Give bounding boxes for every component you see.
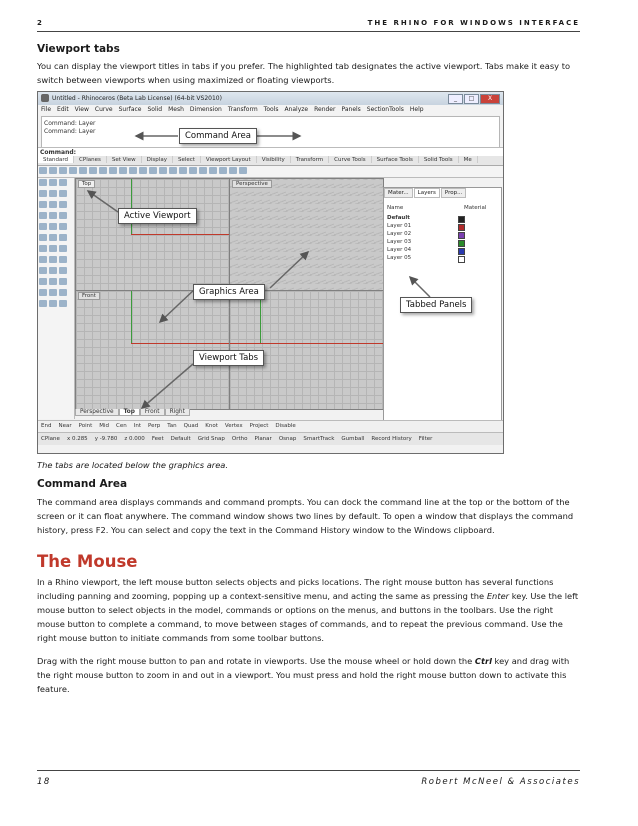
osnap-perp[interactable]: Perp (148, 423, 161, 429)
menu-dimension[interactable]: Dimension (189, 106, 222, 113)
enter-key-text: Enter (486, 591, 510, 601)
toolbar-tab-solid-tools[interactable]: Solid Tools (419, 156, 459, 163)
rhino-screenshot (37, 91, 504, 454)
osnap-near[interactable]: Near (58, 423, 72, 429)
callout-viewport-tabs: Viewport Tabs (193, 350, 264, 366)
osnap-quad[interactable]: Quad (183, 423, 199, 429)
viewport-tabs-heading: Viewport tabs (37, 43, 120, 55)
mouse-paragraph-1 (37, 575, 580, 645)
menu-analyze[interactable]: Analyze (284, 106, 309, 113)
menu-solid[interactable]: Solid (147, 106, 163, 113)
mouse-p1-a: In a Rhino viewport, the left mouse button selects objects and picks locations. The right mouse button has several functions including panning and zooming, popping up a context-sensitive menu, and acting the same as pressing the (37, 577, 554, 601)
menu-render[interactable]: Render (314, 106, 336, 113)
status-layer[interactable]: Default (170, 436, 191, 442)
callout-active-viewport: Active Viewport (118, 208, 197, 224)
window-title: Untitled - Rhinoceros (Beta Lab License) (64-bit VS2010) (52, 95, 222, 102)
command-area-paragraph: The command area displays commands and command prompts. You can dock the command line at the top or the bottom of the screen or it can float anywhere. The command window shows two lines by default. To open a window that displays the command history, press F2. You can select and copy the text in the Command History window to the Windows clipboard. (37, 497, 574, 535)
callout-command-area: Command Area (179, 128, 257, 144)
command-area-heading: Command Area (37, 478, 128, 490)
osnap-knot[interactable]: Knot (205, 423, 218, 429)
menu-panels[interactable]: Panels (341, 106, 361, 113)
maximize-button[interactable]: □ (464, 94, 479, 104)
status-filter[interactable]: Filter (418, 436, 433, 442)
layer-name: Default (387, 215, 410, 221)
toolbar-tab-viewport-layout[interactable]: Viewport Layout (201, 156, 257, 163)
mouse-p2-b: key and drag with the right mouse button to zoom in and out in a viewport. You must press and hold the right mouse button down to activate this feature. (37, 656, 570, 694)
osnap-tan[interactable]: Tan (167, 423, 177, 429)
viewport-title-front[interactable]: Front (78, 292, 100, 300)
osnap-int[interactable]: Int (133, 423, 141, 429)
layer-name: Layer 03 (387, 239, 412, 245)
viewport-tab-front[interactable]: Front (140, 409, 165, 416)
menu-tools[interactable]: Tools (263, 106, 279, 113)
status-record-history[interactable]: Record History (371, 436, 412, 442)
header-rule (37, 31, 580, 32)
toolbar-tab-setview[interactable]: Set View (107, 156, 142, 163)
mouse-p1-b: key. Use the left mouse button to select objects in the model, commands or options on the menus, and buttons in the toolbars. Use the right mouse button to complete a command, to move between stages of commands, and to repeat the previous command. Use the right mouse button to initiate commands from some toolbar buttons. (37, 591, 579, 643)
menu-edit[interactable]: Edit (57, 106, 69, 113)
minimize-button[interactable]: _ (448, 94, 463, 104)
toolbar-tab-curve-tools[interactable]: Curve Tools (329, 156, 372, 163)
mouse-p2-a: Drag with the right mouse button to pan and rotate in viewports. Use the mouse wheel or hold down the (37, 656, 475, 666)
menu-curve[interactable]: Curve (94, 106, 113, 113)
status-z: z 0.000 (124, 436, 145, 442)
viewport-tabs-paragraph: You can display the viewport titles in tabs if you prefer. The highlighted tab designates the active viewport. Tabs make it easy to switch between viewports when using maximized or floating viewports. (37, 61, 571, 85)
status-grid-snap[interactable]: Grid Snap (197, 436, 225, 442)
page-footer (37, 777, 580, 787)
toolbar-tab-cplanes[interactable]: CPlanes (74, 156, 107, 163)
page-header (37, 19, 580, 27)
the-mouse-heading: The Mouse (37, 552, 138, 571)
menu-help[interactable]: Help (409, 106, 424, 113)
footer-publisher: Robert McNeel & Associates (421, 777, 580, 787)
callout-arrows (38, 92, 503, 453)
panel-tab-layers[interactable]: Layers (414, 188, 440, 198)
footer-rule (37, 770, 580, 771)
status-gumball[interactable]: Gumball (341, 436, 365, 442)
arrow-viewport-tabs (142, 364, 193, 408)
header-page-number: 2 (37, 19, 44, 27)
command-line-1: Command: Layer (44, 120, 96, 127)
layer-name: Layer 01 (387, 223, 412, 229)
status-planar[interactable]: Planar (254, 436, 272, 442)
callout-graphics-area: Graphics Area (193, 284, 265, 300)
header-chapter-title: THE RHINO FOR WINDOWS INTERFACE (367, 19, 580, 27)
mouse-paragraph-2 (37, 654, 580, 696)
menu-view[interactable]: View (74, 106, 89, 113)
arrow-tabbed-panels (410, 277, 430, 297)
toolbar-tab-transform[interactable]: Transform (291, 156, 329, 163)
menu-sectiontools[interactable]: SectionTools (366, 106, 404, 113)
command-line-2: Command: Layer (44, 128, 96, 135)
figure-caption: The tabs are located below the graphics area. (37, 460, 229, 470)
osnap-mid[interactable]: Mid (99, 423, 110, 429)
osnap-disable[interactable]: Disable (275, 423, 296, 429)
status-x: x 0.285 (66, 436, 88, 442)
toolbar-tab-standard[interactable]: Standard (38, 156, 74, 163)
arrow-active-viewport (88, 191, 118, 212)
osnap-point[interactable]: Point (78, 423, 93, 429)
layer-name: Layer 05 (387, 255, 412, 261)
menu-surface[interactable]: Surface (118, 106, 142, 113)
ctrl-key-text: Ctrl (474, 656, 492, 666)
status-ortho[interactable]: Ortho (231, 436, 248, 442)
layers-column-material: Material (464, 205, 487, 211)
menu-file[interactable]: File (41, 106, 52, 113)
toolbar-tab-select[interactable]: Select (173, 156, 201, 163)
close-button[interactable]: X (480, 94, 500, 104)
toolbar-tab-surface-tools[interactable]: Surface Tools (372, 156, 419, 163)
command-prompt: Command: (40, 149, 77, 156)
layer-name: Layer 04 (387, 247, 412, 253)
menu-transform[interactable]: Transform (227, 106, 258, 113)
toolbar-tab-visibility[interactable]: Visibility (257, 156, 291, 163)
status-smarttrack[interactable]: SmartTrack (303, 436, 335, 442)
osnap-vertex[interactable]: Vertex (224, 423, 243, 429)
layers-column-name: Name (387, 205, 404, 211)
status-y: y -9.780 (94, 436, 118, 442)
viewport-tab-top[interactable]: Top (119, 409, 140, 416)
viewport-title-perspective[interactable]: Perspective (232, 180, 272, 188)
arrow-graphics-area-right (270, 252, 308, 288)
panel-tab-properties[interactable]: Prop... (441, 188, 466, 198)
osnap-project[interactable]: Project (249, 423, 269, 429)
status-cplane: CPlane (41, 436, 60, 442)
viewport-tab-right[interactable]: Right (165, 409, 190, 416)
status-osnap[interactable]: Osnap (278, 436, 297, 442)
footer-page-number: 18 (37, 777, 51, 787)
osnap-end[interactable]: End (41, 423, 52, 429)
status-units: Feet (151, 436, 164, 442)
toolbar-tab-display[interactable]: Display (142, 156, 173, 163)
arrow-graphics-area-left (160, 288, 196, 322)
callout-tabbed-panels: Tabbed Panels (400, 297, 472, 313)
menu-mesh[interactable]: Mesh (168, 106, 184, 113)
toolbar-tab-mesh[interactable]: Me (459, 156, 478, 163)
layer-name: Layer 02 (387, 231, 412, 237)
osnap-cen[interactable]: Cen (116, 423, 127, 429)
viewport-tab-perspective[interactable]: Perspective (75, 409, 119, 416)
panel-tab-materials[interactable]: Mater... (384, 188, 413, 198)
viewport-title-top[interactable]: Top (78, 180, 95, 188)
